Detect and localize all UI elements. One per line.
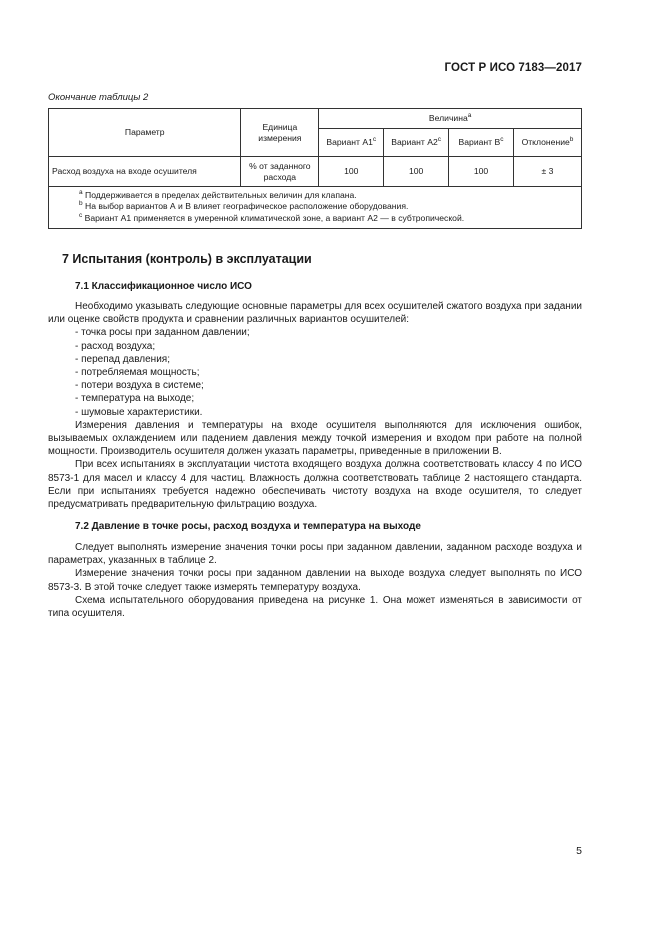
paragraph: Следует выполнять измерение значения точки росы при заданном давлении, заданном расходе воздуха и параметрах, указанных в таблице 2. [48,542,582,567]
header-deviation: Отклонение$^b$ [513,129,581,157]
note-c: $^c$ Вариант А1 применяется в умеренной климатической зоне, а вариант А2 — в субтропической. [79,211,465,223]
list-item: - точка росы при заданном давлении; [75,327,250,339]
table-row [49,157,582,187]
table-notes [49,187,582,229]
cell-parameter: Расход воздуха на входе осушителя [49,157,241,187]
paragraph: Необходимо указывать следующие основные параметры для всех осушителей сжатого воздуха при задании или оценке свойств продукта и сравнении различных вариантов осушителей: [48,301,582,326]
cell-unit: % от заданного расхода [241,157,319,187]
list-item: - расход воздуха; [75,340,156,352]
note-b: $^b$ На выбор вариантов А и В влияет географическое расположение оборудования. [79,200,409,212]
cell-b: 100 [449,157,514,187]
parameters-table [48,108,582,229]
section-7-2-body [48,541,582,620]
list-item: - перепад давления; [75,353,170,365]
list-item: - температура на выходе; [75,393,195,405]
table-caption: Окончание таблицы 2 [48,92,149,103]
parameter-list [48,326,582,418]
list-item: - потери воздуха в системе; [75,380,204,392]
cell-deviation: ± 3 [513,157,581,187]
paragraph: Измерения давления и температуры на входе осушителя выполняются для исключения ошибок, вызываемых охлаждением или падением давления между точкой измерения и входом при работе на полной мощности. Производитель осушителя должен указать параметры, приведенные в приложении В. [48,419,582,458]
header-variant-a1: Вариант А1$^c$ [319,129,384,157]
section-7-1-body [48,300,582,511]
page-number: 5 [576,845,582,857]
standard-number: ГОСТ Р ИСО 7183—2017 [444,62,582,74]
list-item: - шумовые характеристики. [75,406,203,418]
section-7-2-title: 7.2 Давление в точке росы, расход воздуха и температура на выходе [75,521,421,532]
note-a: $^a$ Поддерживается в пределах действительных величин для клапана. [79,189,357,200]
section-7-title: 7 Испытания (контроль) в эксплуатации [62,252,312,266]
paragraph: При всех испытаниях в эксплуатации чистота входящего воздуха должна соответствовать классу 4 по ИСО 8573-1 для масел и классу 4 для частиц. Влажность должна соответствовать таблице 2 настоящего стандарта. Если при испытаниях требуется надежно обеспечивать чистоту воздуха на входе осушителя, то следует предусматривать предварительную фильтрацию воздуха. [48,459,582,511]
paragraph: Схема испытательного оборудования приведена на рисунке 1. Она может изменяться в зависимости от типа осушителя. [48,594,582,620]
header-unit: Единица измерения [241,109,319,157]
paragraph: Измерение значения точки росы при заданном давлении на выходе воздуха следует выполнять по ИСО 8573-3. В этой точке следует также измерять температуру воздуха. [48,568,582,593]
cell-a1: 100 [319,157,384,187]
table-notes-row [49,187,582,229]
header-value: Величина$^а$ [319,109,582,129]
header-parameter: Параметр [49,109,241,157]
header-variant-b: Вариант $В^c$ [449,129,514,157]
header-variant-a2: Вариант А2$^c$ [384,129,449,157]
cell-a2: 100 [384,157,449,187]
section-7-1-title: 7.1 Классификационное число ИСО [75,281,252,292]
list-item: - потребляемая мощность; [75,367,200,379]
